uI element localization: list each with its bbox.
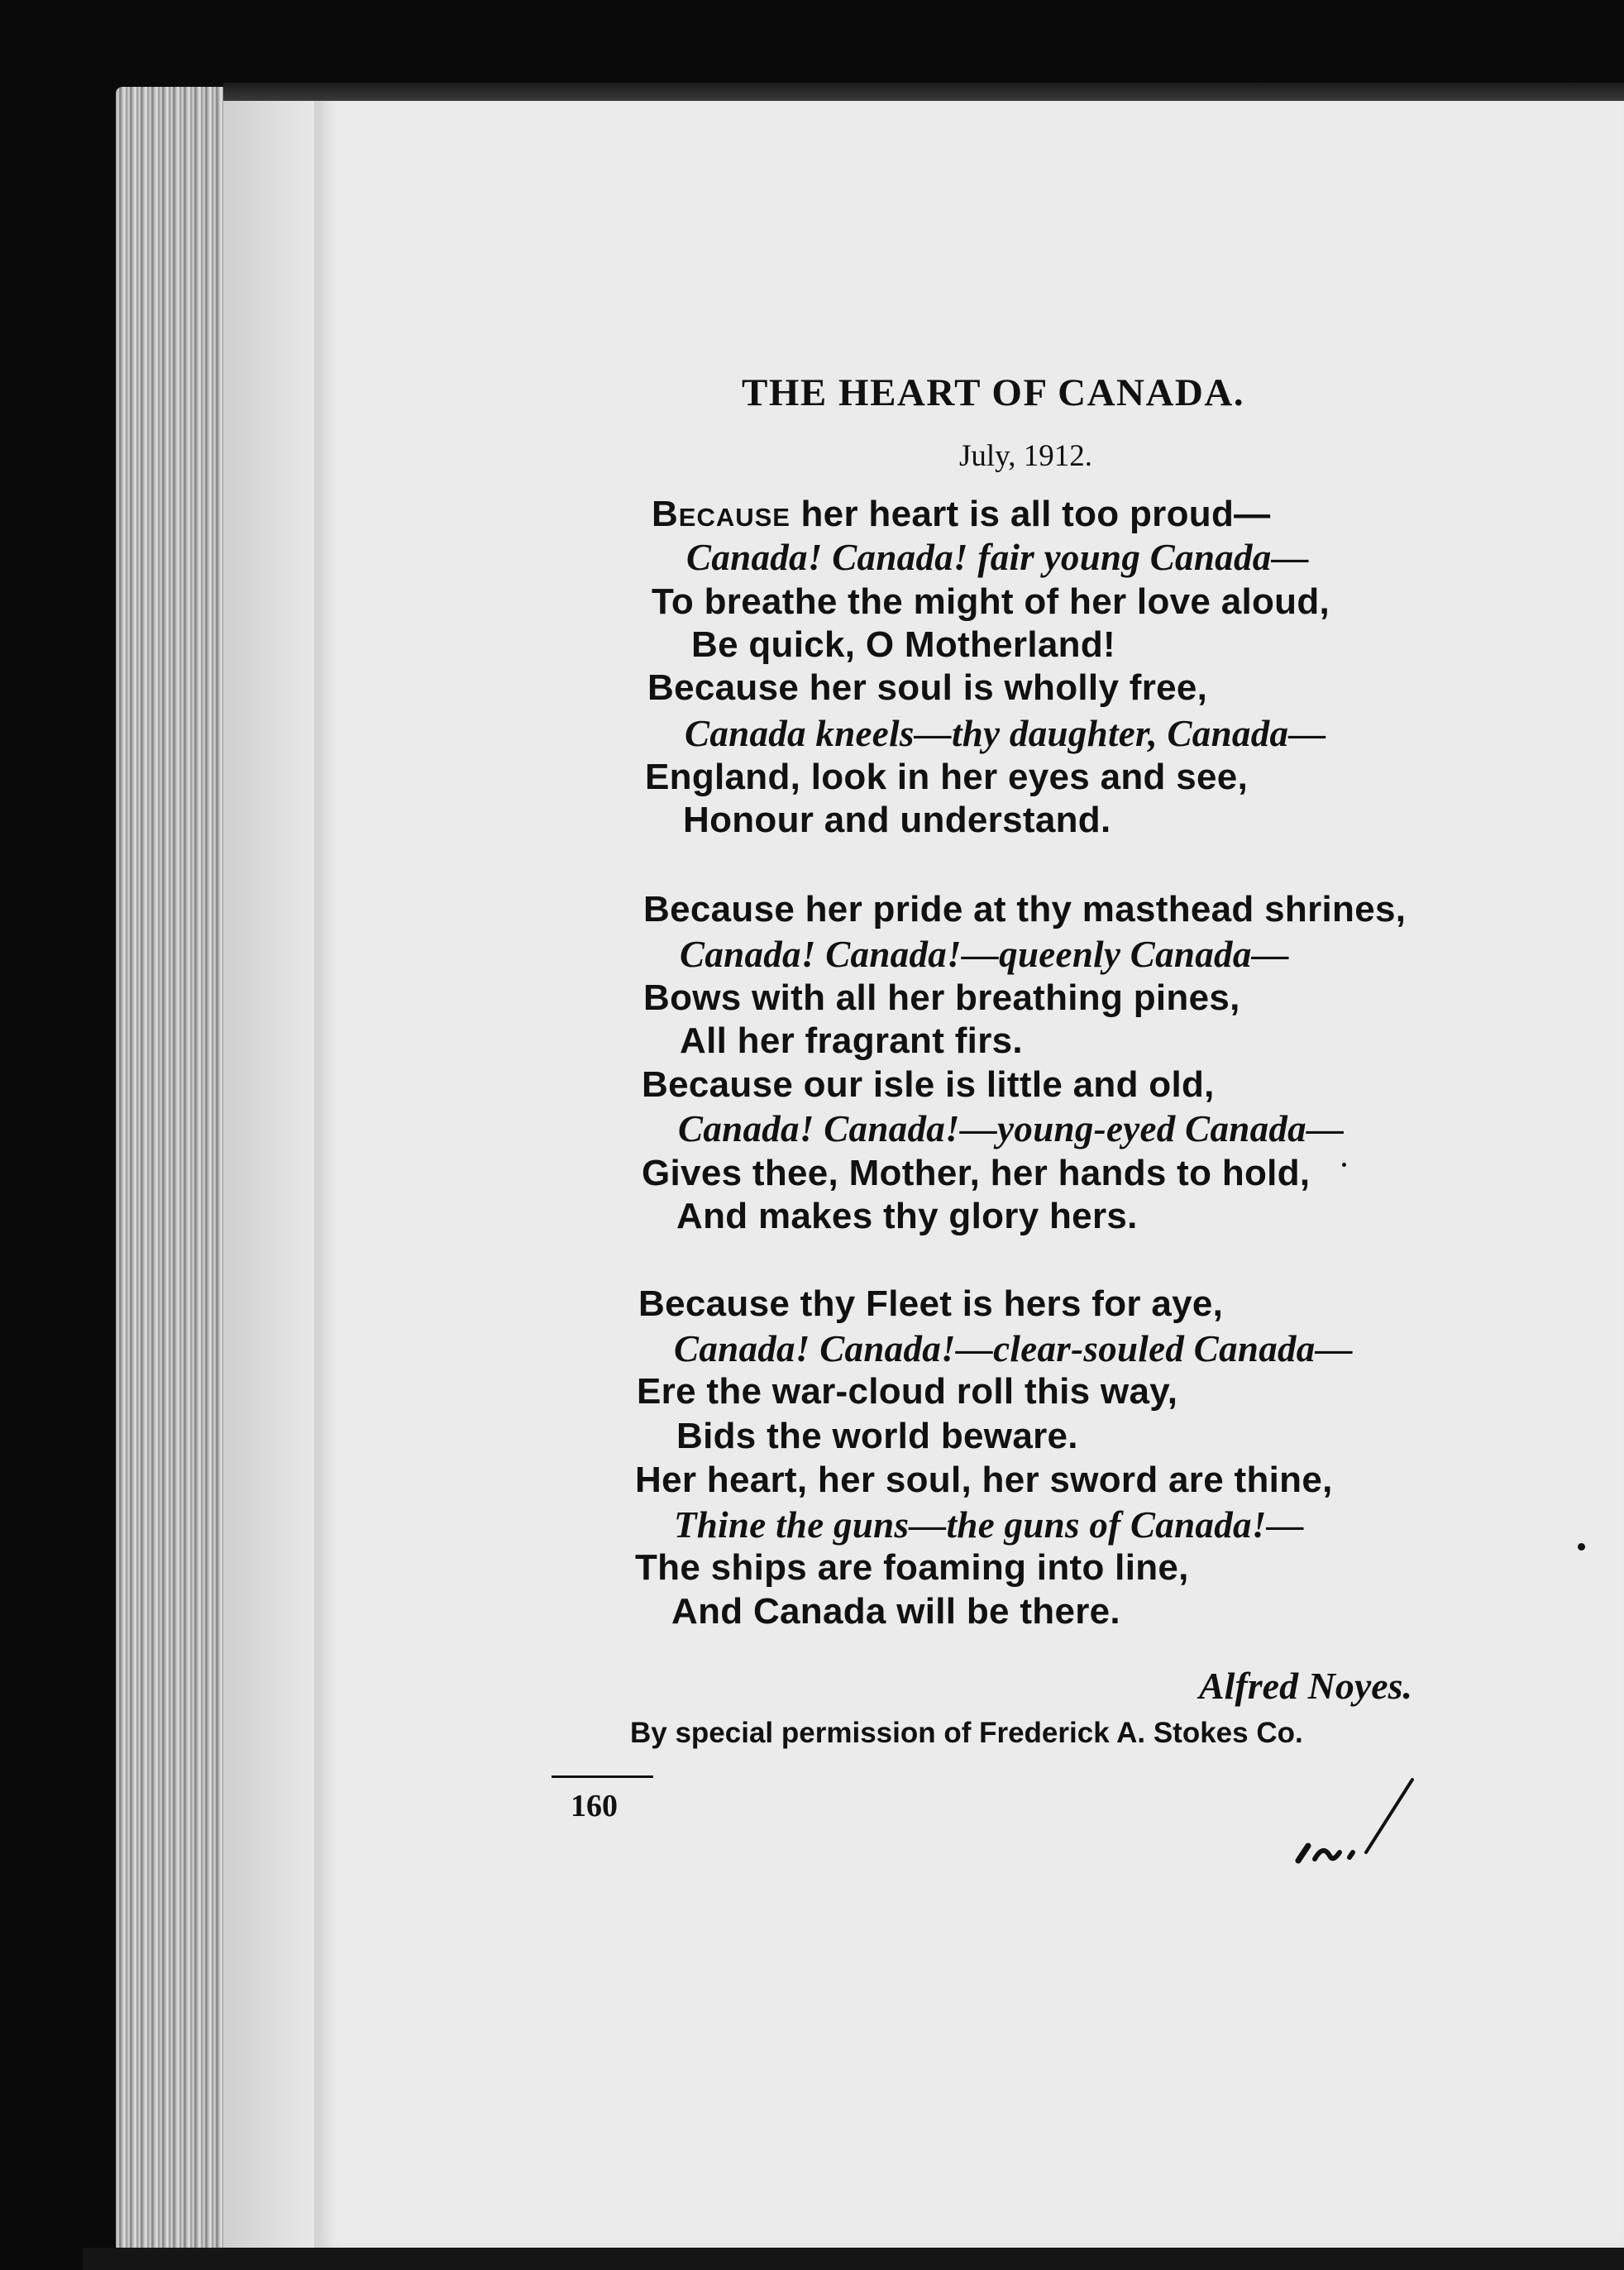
handwritten-mark xyxy=(1290,1770,1422,1877)
poem-line-refrain: Canada! Canada! fair young Canada— xyxy=(686,537,1309,578)
poem-line-refrain: Canada kneels—thy daughter, Canada— xyxy=(685,713,1326,754)
poem-line: Be quick, O Motherland! xyxy=(691,624,1115,665)
poem-date: July, 1912. xyxy=(959,439,1093,473)
poem-line: Because her pride at thy masthead shrines, xyxy=(643,889,1407,930)
poem-line-refrain: Canada! Canada!—young-eyed Canada— xyxy=(678,1108,1345,1149)
poem-line-refrain: Canada! Canada!—clear-souled Canada— xyxy=(674,1328,1353,1369)
poem-line xyxy=(652,496,1270,533)
poem-line: Because her soul is wholly free, xyxy=(647,667,1208,708)
poem-line: To breathe the might of her love aloud, xyxy=(652,581,1330,622)
poem-line-refrain: Canada! Canada!—queenly Canada— xyxy=(680,934,1289,975)
poem-line: Her heart, her soul, her sword are thine, xyxy=(635,1460,1333,1500)
poem-line-first-word: Because xyxy=(652,494,791,534)
poem-line: The ships are foaming into line, xyxy=(635,1547,1189,1588)
poem-line: Gives thee, Mother, her hands to hold, xyxy=(642,1153,1311,1193)
page-number: 160 xyxy=(571,1789,618,1823)
poem-title: THE HEART OF CANADA. xyxy=(742,371,1245,414)
poem-line-rest: her heart is all too proud— xyxy=(790,494,1271,534)
poem-line: Because thy Fleet is hers for aye, xyxy=(638,1283,1224,1324)
poem-line-refrain: Thine the guns—the guns of Canada!— xyxy=(674,1504,1304,1546)
folio-rule xyxy=(552,1775,653,1778)
poem-line: Honour and understand. xyxy=(683,800,1111,840)
scan-speck xyxy=(1578,1543,1585,1551)
poem-line: And makes thy glory hers. xyxy=(676,1196,1138,1236)
permission-credit: By special permission of Frederick A. Stokes Co. xyxy=(630,1717,1303,1749)
poem-line: Bows with all her breathing pines, xyxy=(643,977,1240,1018)
poem-line: And Canada will be there. xyxy=(671,1591,1120,1632)
poem-line: Bids the world beware. xyxy=(676,1416,1078,1456)
scan-speck xyxy=(1342,1163,1346,1167)
poem-author: Alfred Noyes. xyxy=(1199,1665,1413,1707)
poem-line: Because our isle is little and old, xyxy=(642,1064,1215,1105)
poem-line: England, look in her eyes and see, xyxy=(645,757,1249,797)
poem-line: Ere the war-cloud roll this way, xyxy=(637,1371,1178,1412)
poem-line: All her fragrant firs. xyxy=(680,1020,1023,1061)
